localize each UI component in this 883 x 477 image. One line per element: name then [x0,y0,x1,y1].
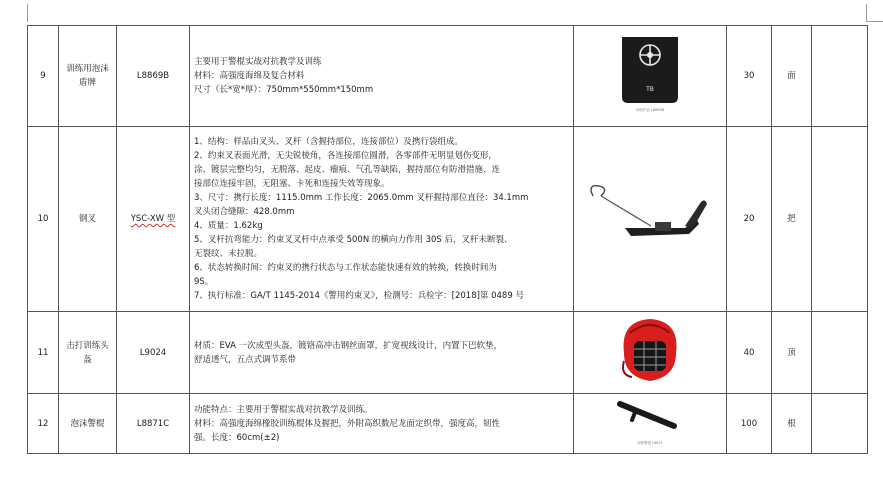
product-name: 击打训练头盔 [59,312,117,394]
description-line: 5、叉杆抗弯能力：约束叉叉杆中点承受 500N 的横向力作用 30S 后，叉杆未断裂、 [194,235,513,245]
product-model: L8869B [117,26,190,127]
table-row [28,312,868,394]
shield-logo-text: TB [646,85,654,93]
description-line: 1、结构：样品由叉头、叉杆（含握持部位，连接部位）及携行袋组成。 [194,137,463,147]
restraint-fork-image [585,182,715,252]
product-image-cell [574,312,727,394]
table-row [28,394,868,454]
unit: 把 [772,127,812,312]
description-line: 材料：高强度海绵橡胶训练棍体及握把，外附高织数尼龙面定织带，强度高，韧性 [194,418,501,429]
table-row [28,127,868,312]
description-line: 接部位连接牢固，无阻塞、卡死和连接失效等现象。 [194,179,390,189]
product-name: 泡沫警棍 [59,394,117,454]
crop-mark-right [866,4,867,22]
description-line: 尺寸（长*宽*厚）：750mm*550mm*150mm [194,85,374,95]
crop-mark-left [27,4,28,22]
description-line: 涂、镀层完整均匀，无脱落、起皮、瘤痕、气孔等缺陷，握持部位有防滑措施、连 [194,165,501,175]
remarks-cell [812,26,868,127]
product-description [190,26,574,127]
description-line: 4、质量：1.62kg [194,221,263,231]
description-line: 主要用于警棍实战对抗教学及训练 [194,57,322,67]
product-description [190,394,574,454]
description-line: 2、约束叉表面光滑，无尖锐棱角，各连接部位圆滑，各零部件无明显划伤变形， [194,151,497,161]
description-line: 6、状态转换时间：约束叉的携行状态与工作状态能快速有效的转换，转换时间为 [194,263,497,273]
product-image-cell [574,127,727,312]
description-line: 7、执行标准：GA/T 1145-2014《警用约束叉》，检测号：兵检字：[2018]第 0489 号 [194,291,524,301]
row-number: 9 [28,26,59,127]
unit: 面 [772,26,812,127]
description-line: 材质：EVA 一次成型头盔，镀铬高冲击钢丝面罩，扩宽视线设计，内置下巴软垫， [194,340,503,351]
description-line: 3、尺寸：携行长度：1115.0mm 工作长度：2065.0mm 叉杆握持部位直径：34.1mm [194,193,529,203]
product-spec-table [27,25,868,454]
row-number: 12 [28,394,59,454]
description-line: 功能特点：主要用于警棍实战对抗教学及训练。 [194,404,373,415]
product-image-cell [574,394,727,454]
description-line: 无裂纹、未拉脱。 [194,249,263,259]
table-row [28,26,868,127]
training-helmet-image [610,313,690,387]
remarks-cell [812,127,868,312]
model-text: YSC-XW 型 [130,214,176,224]
description-line: 叉头闭合缝隙：428.0mm [194,207,295,217]
row-number: 10 [28,127,59,312]
product-model: L9024 [117,312,190,394]
description-line: 舒适透气，五点式调节系带 [194,354,297,365]
unit: 顶 [772,312,812,394]
description-line: 9S。 [194,277,214,287]
crop-mark-top-right [866,21,883,22]
remarks-cell [812,312,868,394]
image-caption: 训练警棍 L8871 [637,441,663,445]
product-name: 训练用泡沫盾牌 [59,26,117,127]
product-description [190,127,574,312]
remarks-cell [812,394,868,454]
row-number: 11 [28,312,59,394]
product-model [117,127,190,312]
product-description [190,312,574,394]
foam-baton-image [610,394,690,448]
quantity: 40 [727,312,772,394]
quantity: 20 [727,127,772,312]
foam-shield-image [618,35,682,113]
product-model: L8871C [117,394,190,454]
quantity: 30 [727,26,772,127]
product-image-cell [574,26,727,127]
image-caption: 训练护盾 L8869B [635,107,665,112]
unit: 根 [772,394,812,454]
description-line: 材料：高强度海绵及复合材料 [194,71,305,81]
quantity: 100 [727,394,772,454]
description-line: 强。长度：60cm(±2) [194,432,280,443]
product-name: 钢叉 [59,127,117,312]
